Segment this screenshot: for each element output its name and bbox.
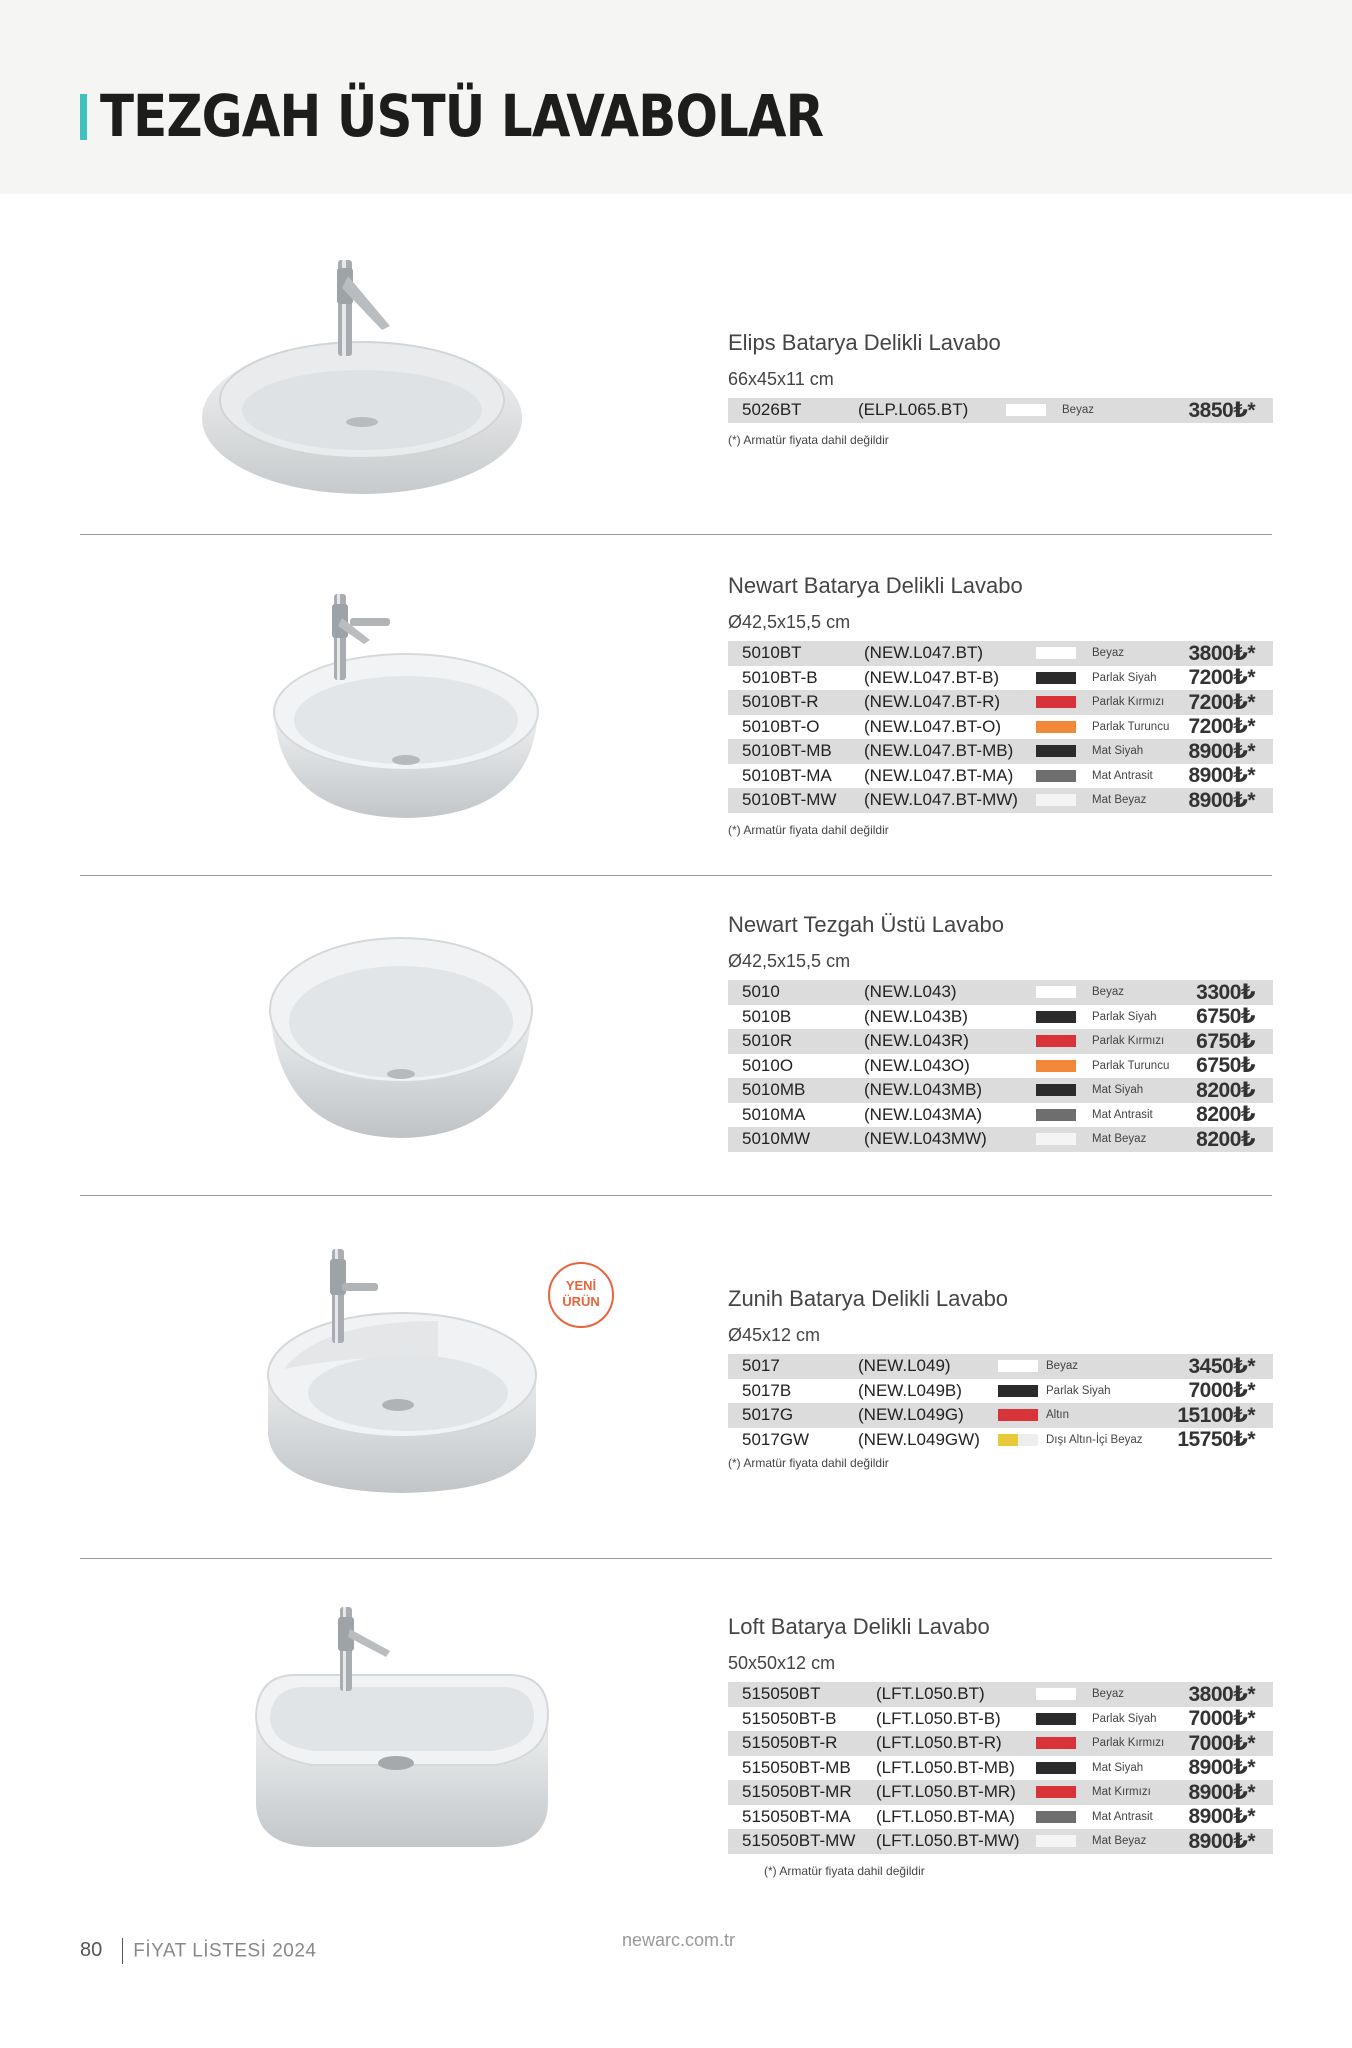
- price-row: [728, 1354, 1273, 1379]
- product-code: 5017B: [742, 1380, 792, 1400]
- price-row: [728, 666, 1273, 691]
- color-name: Parlak Kırmızı: [1092, 696, 1165, 709]
- product-reference: (NEW.L043B): [864, 1006, 968, 1026]
- color-name: Mat Antrasit: [1092, 769, 1153, 782]
- footer-label: FİYAT LİSTESİ 2024: [133, 1940, 317, 1962]
- color-swatch: [1036, 647, 1076, 659]
- price: 8900₺*: [1188, 1780, 1255, 1804]
- color-name: Parlak Siyah: [1092, 1010, 1157, 1023]
- price: 6750₺: [1196, 1054, 1255, 1078]
- product-reference: (LFT.L050.BT): [876, 1684, 985, 1704]
- color-swatch: [1036, 794, 1076, 806]
- product-dimensions: Ø45x12 cm: [728, 1325, 821, 1345]
- product-title: Loft Batarya Delikli Lavabo: [728, 1614, 990, 1639]
- color-name: Parlak Kırmızı: [1092, 1737, 1165, 1750]
- color-swatch: [1036, 1811, 1076, 1823]
- color-name: Beyaz: [1092, 647, 1124, 660]
- color-swatch: [998, 1360, 1038, 1372]
- product-note: (*) Armatür fiyata dahil değildir: [728, 1456, 889, 1470]
- product-reference: (LFT.L050.BT-MA): [876, 1806, 1015, 1826]
- product-code: 515050BT-B: [742, 1708, 837, 1728]
- product-reference: (NEW.L047.BT-MA): [864, 765, 1014, 785]
- product-dimensions: 66x45x11 cm: [728, 369, 834, 389]
- product-code: 5017G: [742, 1405, 794, 1425]
- price-row: [728, 1805, 1273, 1830]
- product-loft: [728, 1614, 1274, 1878]
- product-reference: (LFT.L050.BT-MB): [876, 1757, 1015, 1777]
- product-note: (*) Armatür fiyata dahil değildir: [728, 432, 889, 447]
- product-code: 5010R: [742, 1031, 793, 1051]
- price-row: [728, 739, 1273, 764]
- color-name: Mat Siyah: [1092, 1084, 1144, 1097]
- color-name: Mat Siyah: [1092, 1761, 1144, 1774]
- section-divider: [80, 875, 1272, 876]
- color-name: Mat Beyaz: [1092, 1835, 1147, 1848]
- page-footer: [80, 1938, 317, 1964]
- product-dimensions: Ø42,5x15,5 cm: [728, 612, 851, 632]
- product-code: 515050BT-MW: [742, 1831, 856, 1851]
- product-code: 5010MB: [742, 1080, 806, 1100]
- color-name: Mat Antrasit: [1092, 1108, 1153, 1121]
- price-row: [728, 1403, 1273, 1428]
- color-swatch: [1036, 1011, 1076, 1023]
- price-row: [728, 1029, 1273, 1054]
- color-swatch: [1036, 1084, 1076, 1096]
- color-name: Mat Antrasit: [1092, 1810, 1153, 1823]
- product-newart: [728, 912, 1274, 1152]
- product-code: 5010MA: [742, 1104, 806, 1124]
- product-zunih: [728, 1286, 1274, 1470]
- page-title: TEZGAH ÜSTÜ LAVABOLAR: [100, 82, 824, 150]
- product-code: 515050BT: [742, 1684, 821, 1704]
- product-code: 5010BT-MB: [742, 741, 832, 761]
- color-name: Parlak Turuncu: [1092, 1059, 1170, 1072]
- price: 7200₺*: [1188, 666, 1255, 690]
- color-swatch: [1036, 1786, 1076, 1798]
- price-row: [728, 715, 1273, 740]
- color-name: Beyaz: [1046, 1360, 1078, 1373]
- color-swatch: [998, 1409, 1038, 1421]
- price-row: [728, 1428, 1273, 1453]
- price-table: [728, 398, 1273, 423]
- color-name: Mat Beyaz: [1092, 1133, 1147, 1146]
- price: 8900₺*: [1188, 1805, 1255, 1829]
- color-swatch: [1036, 721, 1076, 733]
- color-name: Dışı Altın-İçi Beyaz: [1046, 1433, 1143, 1446]
- color-swatch: [1036, 672, 1076, 684]
- price-table: [728, 641, 1273, 813]
- product-dimensions: 50x50x12 cm: [728, 1653, 836, 1673]
- color-name: Beyaz: [1092, 1688, 1124, 1701]
- loft-basin-image: [252, 1605, 552, 1855]
- product-title: Zunih Batarya Delikli Lavabo: [728, 1286, 1009, 1311]
- product-code: 5017: [742, 1356, 780, 1376]
- price-row: [728, 1127, 1273, 1152]
- price: 6750₺: [1196, 1005, 1255, 1029]
- color-swatch: [1036, 1835, 1076, 1847]
- price: 8900₺*: [1188, 1756, 1255, 1780]
- product-reference: (NEW.L043R): [864, 1031, 969, 1051]
- product-code: 5010B: [742, 1006, 792, 1026]
- product-reference: (LFT.L050.BT-MW): [876, 1831, 1020, 1851]
- product-reference: (LFT.L050.BT-B): [876, 1708, 1001, 1728]
- color-swatch: [1036, 1035, 1076, 1047]
- product-code: 5010BT-MW: [742, 790, 837, 810]
- color-swatch: [998, 1385, 1038, 1397]
- price-row: [728, 1707, 1273, 1732]
- newart-basin-image: [266, 930, 536, 1140]
- price: 3850₺*: [1188, 398, 1255, 422]
- color-name: Beyaz: [1062, 404, 1094, 417]
- product-code: 515050BT-R: [742, 1733, 838, 1753]
- product-code: 5010BT-B: [742, 667, 818, 687]
- price-row: [728, 788, 1273, 813]
- price-row: [728, 980, 1273, 1005]
- product-code: 5010BT-O: [742, 716, 820, 736]
- price: 8900₺*: [1188, 1829, 1255, 1853]
- product-code: 515050BT-MR: [742, 1782, 852, 1802]
- price: 8200₺: [1196, 1103, 1255, 1127]
- price-row: [728, 398, 1273, 423]
- website-link[interactable]: newarc.com.tr: [622, 1930, 736, 1950]
- product-reference: (NEW.L047.BT-B): [864, 667, 1000, 687]
- price: 3300₺: [1196, 980, 1255, 1004]
- price-row: [728, 1054, 1273, 1079]
- section-divider: [80, 1195, 1272, 1196]
- color-swatch: [998, 1434, 1038, 1446]
- color-swatch: [1036, 770, 1076, 782]
- price: 7000₺*: [1188, 1707, 1255, 1731]
- color-swatch: [1036, 986, 1076, 998]
- price: 8900₺*: [1188, 764, 1255, 788]
- color-swatch: [1036, 1109, 1076, 1121]
- price-row: [728, 1731, 1273, 1756]
- color-swatch: [1036, 696, 1076, 708]
- price: 7000₺*: [1188, 1731, 1255, 1755]
- color-swatch: [1036, 1060, 1076, 1072]
- product-reference: (NEW.L047.BT-R): [864, 692, 1001, 712]
- color-name: Parlak Turuncu: [1092, 720, 1170, 733]
- price: 7000₺*: [1188, 1379, 1255, 1403]
- color-swatch: [1036, 1737, 1076, 1749]
- elips-basin-image: [200, 250, 540, 500]
- product-title: Newart Tezgah Üstü Lavabo: [728, 912, 1004, 937]
- product-reference: (LFT.L050.BT-MR): [876, 1782, 1016, 1802]
- price: 8200₺: [1196, 1127, 1255, 1151]
- price-row: [728, 1078, 1273, 1103]
- product-code: 5010BT-R: [742, 692, 819, 712]
- product-reference: (NEW.L043MA): [864, 1104, 983, 1124]
- product-reference: (NEW.L043): [864, 982, 957, 1002]
- product-code: 5017GW: [742, 1429, 810, 1449]
- product-code: 5010BT-MA: [742, 765, 832, 785]
- color-name: Mat Beyaz: [1092, 794, 1147, 807]
- price-table: [728, 1354, 1273, 1452]
- product-note: (*) Armatür fiyata dahil değildir: [764, 1863, 925, 1878]
- color-swatch: [1006, 404, 1046, 416]
- color-name: Beyaz: [1092, 986, 1124, 999]
- color-swatch: [1036, 1688, 1076, 1700]
- price-row: [728, 1756, 1273, 1781]
- price-row: [728, 1682, 1273, 1707]
- color-swatch: [1036, 745, 1076, 757]
- price-row: [728, 641, 1273, 666]
- price: 3800₺*: [1188, 1682, 1255, 1706]
- product-reference: (LFT.L050.BT-R): [876, 1733, 1002, 1753]
- product-code: 515050BT-MB: [742, 1757, 851, 1777]
- price: 8900₺*: [1188, 739, 1255, 763]
- footer-separator: [122, 1938, 123, 1964]
- color-name: Parlak Siyah: [1092, 671, 1157, 684]
- product-code: 5010O: [742, 1055, 794, 1075]
- price: 8900₺*: [1188, 788, 1255, 812]
- product-title: Newart Batarya Delikli Lavabo: [728, 573, 1023, 598]
- price: 7200₺*: [1188, 690, 1255, 714]
- price-row: [728, 1379, 1273, 1404]
- product-elips: [728, 330, 1274, 447]
- product-reference: (NEW.L047.BT-MW): [864, 790, 1018, 810]
- color-name: Mat Kırmızı: [1092, 1786, 1151, 1799]
- color-name: Mat Siyah: [1092, 745, 1144, 758]
- price: 15100₺*: [1177, 1403, 1255, 1427]
- price-table: [728, 1682, 1273, 1854]
- price-row: [728, 1005, 1273, 1030]
- section-divider: [80, 1558, 1272, 1559]
- color-swatch: [1036, 1133, 1076, 1145]
- accent-bar: [80, 94, 87, 140]
- product-note: (*) Armatür fiyata dahil değildir: [728, 822, 889, 837]
- price: 15750₺*: [1177, 1428, 1255, 1452]
- product-reference: (NEW.L047.BT-MB): [864, 741, 1014, 761]
- product-reference: (NEW.L043MW): [864, 1129, 987, 1149]
- product-reference: (NEW.L049): [858, 1356, 951, 1376]
- color-name: Altın: [1046, 1409, 1070, 1422]
- product-title: Elips Batarya Delikli Lavabo: [728, 330, 1001, 355]
- product-code: 5010BT: [742, 643, 802, 663]
- price-row: [728, 690, 1273, 715]
- color-swatch: [1036, 1762, 1076, 1774]
- newart-basin-tap-image: [266, 590, 546, 820]
- price: 6750₺: [1196, 1029, 1255, 1053]
- product-code: 5010: [742, 982, 780, 1002]
- product-code: 515050BT-MA: [742, 1806, 851, 1826]
- product-dimensions: Ø42,5x15,5 cm: [728, 951, 851, 971]
- product-newart-bt: [728, 573, 1274, 837]
- price: 3800₺*: [1188, 641, 1255, 665]
- price-row: [728, 764, 1273, 789]
- zunih-basin-image: [262, 1245, 542, 1495]
- price-table: [728, 980, 1273, 1152]
- page-number: 80: [80, 1939, 103, 1962]
- color-name: Parlak Siyah: [1046, 1384, 1111, 1397]
- price-row: [728, 1780, 1273, 1805]
- page-header: [0, 0, 1352, 194]
- product-reference: (NEW.L043MB): [864, 1080, 983, 1100]
- product-code: 5026BT: [742, 400, 802, 420]
- section-divider: [80, 534, 1272, 535]
- price: 8200₺: [1196, 1078, 1255, 1102]
- product-reference: (NEW.L049GW): [858, 1429, 980, 1449]
- color-swatch: [1036, 1713, 1076, 1725]
- price-row: [728, 1103, 1273, 1128]
- product-reference: (NEW.L043O): [864, 1055, 970, 1075]
- price: 7200₺*: [1188, 715, 1255, 739]
- product-reference: (ELP.L065.BT): [858, 400, 969, 420]
- product-reference: (NEW.L047.BT-O): [864, 716, 1001, 736]
- product-code: 5010MW: [742, 1129, 811, 1149]
- color-name: Parlak Kırmızı: [1092, 1035, 1165, 1048]
- color-name: Parlak Siyah: [1092, 1712, 1157, 1725]
- price-row: [728, 1829, 1273, 1854]
- price: 3450₺*: [1188, 1354, 1255, 1378]
- product-reference: (NEW.L047.BT): [864, 643, 984, 663]
- product-reference: (NEW.L049B): [858, 1380, 962, 1400]
- new-product-badge: YENİ ÜRÜN: [548, 1262, 614, 1328]
- product-reference: (NEW.L049G): [858, 1405, 964, 1425]
